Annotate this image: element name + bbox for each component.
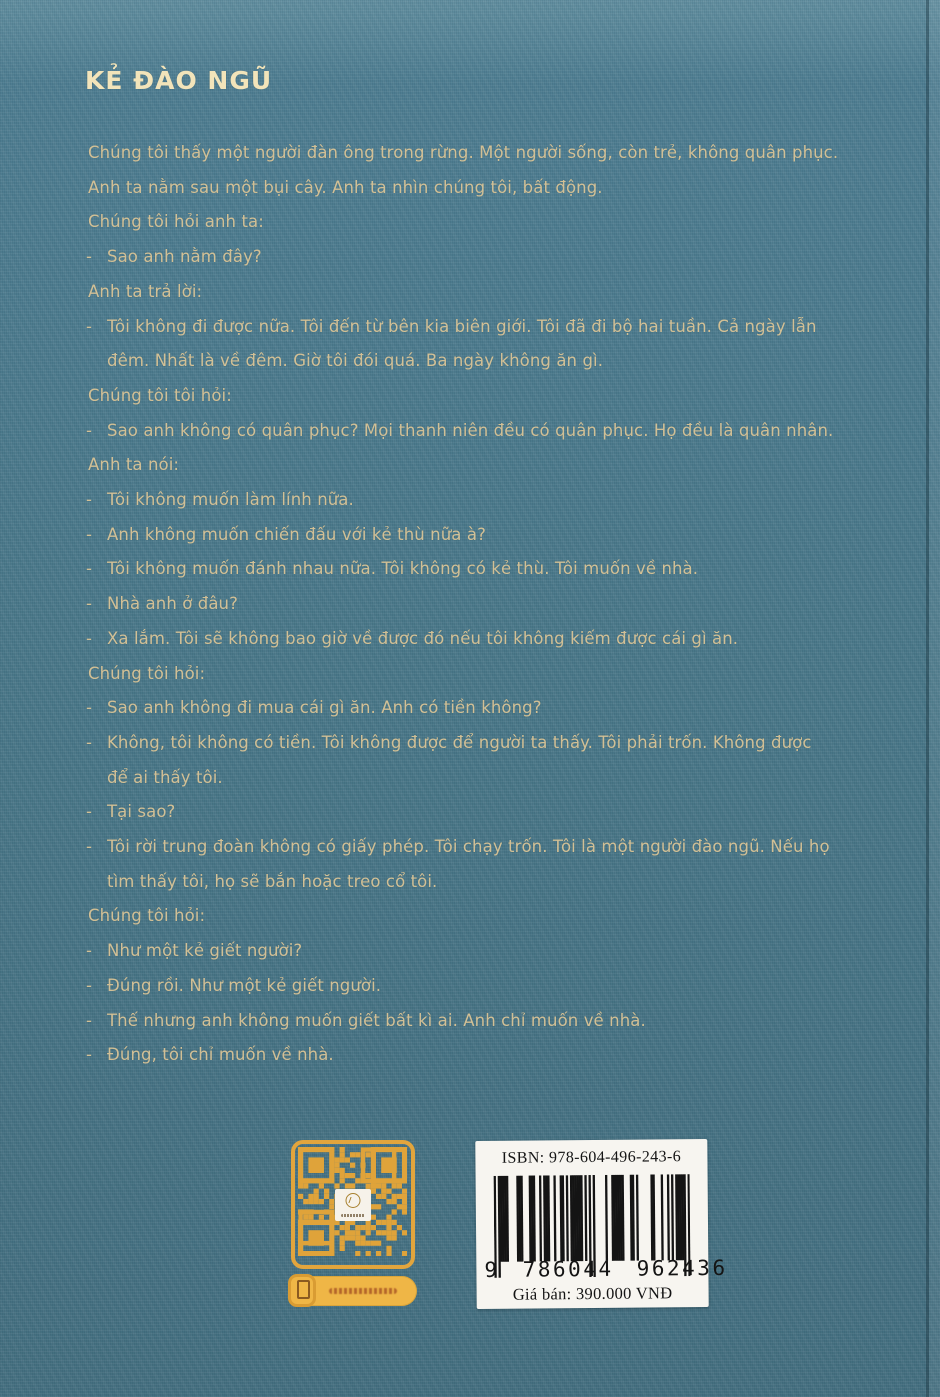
text-line: đêm. Nhất là về đêm. Giờ tôi đói quá. Ba ngày không ăn gì. xyxy=(107,351,604,371)
text-line: - Đúng rồi. Như một kẻ giết người. xyxy=(85,969,885,1004)
dialogue-dash: - xyxy=(86,698,93,718)
text-line: - Như một kẻ giết người? xyxy=(85,934,885,969)
cover-edge-highlight xyxy=(929,0,940,1397)
text-line: - Sao anh nằm đây? xyxy=(85,240,885,275)
text-line: - Tôi không đi được nữa. Tôi đến từ bên kia biên giới. Tôi đã đi bộ hai tuần. Cả ngày lẫn xyxy=(85,310,885,345)
dialogue-dash: - xyxy=(86,420,93,440)
dialogue-dash: - xyxy=(86,247,93,267)
text-line: - Thế nhưng anh không muốn giết bất kì ai. Anh chỉ muốn về nhà. xyxy=(85,1004,885,1039)
dialogue-dash: - xyxy=(86,802,93,822)
text-line: để ai thấy tôi. xyxy=(107,767,223,787)
text-line: Anh ta nói: xyxy=(88,455,180,475)
text-line: Chúng tôi thấy một người đàn ông trong rừng. Một người sống, còn trẻ, không quân phục. xyxy=(88,143,839,162)
dialogue-dash: - xyxy=(86,941,93,961)
text-line: Anh ta trả lời: xyxy=(88,281,203,301)
pill-fine-print xyxy=(329,1288,397,1294)
barcode-digits: 9 786044 962436 xyxy=(484,1255,728,1282)
qr-center-logo-plate xyxy=(335,1189,371,1221)
qr-logo-caption xyxy=(341,1214,365,1217)
isbn-number: ISBN: 978-604-496-243-6 xyxy=(501,1148,682,1167)
body-text xyxy=(85,136,885,1073)
dialogue-dash: - xyxy=(86,975,93,995)
text-line: Chúng tôi hỏi: xyxy=(88,663,206,683)
text-line: tìm thấy tôi, họ sẽ bắn hoặc treo cổ tôi. xyxy=(107,871,438,891)
dialogue-dash: - xyxy=(86,1045,93,1065)
dialogue-dash: - xyxy=(86,1010,93,1030)
dialogue-dash: - xyxy=(86,732,93,752)
isbn-sticker xyxy=(475,1139,728,1309)
publisher-pill-badge xyxy=(289,1276,417,1306)
text-line: - Tôi không muốn đánh nhau nữa. Tôi không có kẻ thù. Tôi muốn về nhà. xyxy=(85,552,885,587)
text-line: Chúng tôi hỏi: xyxy=(88,906,206,926)
text-line: Anh ta nằm sau một bụi cây. Anh ta nhìn chúng tôi, bất động. xyxy=(88,177,603,197)
dialogue-dash: - xyxy=(86,837,93,857)
text-line: - Sao anh không đi mua cái gì ăn. Anh có tiền không? xyxy=(85,691,885,726)
text-line: - Tôi không muốn làm lính nữa. xyxy=(85,483,885,518)
dialogue-dash: - xyxy=(86,490,93,510)
book-badge-icon xyxy=(288,1274,316,1307)
text-line: - Không, tôi không có tiền. Tôi không được để người ta thấy. Tôi phải trốn. Không được xyxy=(85,726,885,761)
dialogue-dash: - xyxy=(86,316,93,336)
text-line: Chúng tôi hỏi anh ta: xyxy=(88,212,264,232)
text-line: - Đúng, tôi chỉ muốn về nhà. xyxy=(85,1038,885,1073)
book-title: KẺ ĐÀO NGŨ xyxy=(85,66,273,95)
dialogue-dash: - xyxy=(86,628,93,648)
text-line: - Xa lắm. Tôi sẽ không bao giờ về được đó nếu tôi không kiếm được cái gì ăn. xyxy=(85,622,885,657)
text-line: - Nhà anh ở đâu? xyxy=(85,587,885,622)
dialogue-dash: - xyxy=(86,524,93,544)
text-line: Chúng tôi tôi hỏi: xyxy=(88,385,232,405)
dialogue-dash: - xyxy=(86,594,93,614)
text-line: - Tôi rời trung đoàn không có giấy phép. Tôi chạy trốn. Tôi là một người đào ngũ. Nếu họ xyxy=(85,830,885,865)
dialogue-dash: - xyxy=(86,559,93,579)
text-line: - Tại sao? xyxy=(85,795,885,830)
qr-code xyxy=(291,1140,415,1269)
price: Giá bán: 390.000 VNĐ xyxy=(512,1283,673,1304)
text-line: - Sao anh không có quân phục? Mọi thanh niên đều có quân phục. Họ đều là quân nhân. xyxy=(85,414,885,449)
publisher-logo-icon xyxy=(346,1193,361,1208)
text-line: - Anh không muốn chiến đấu với kẻ thù nữa à? xyxy=(85,518,885,553)
